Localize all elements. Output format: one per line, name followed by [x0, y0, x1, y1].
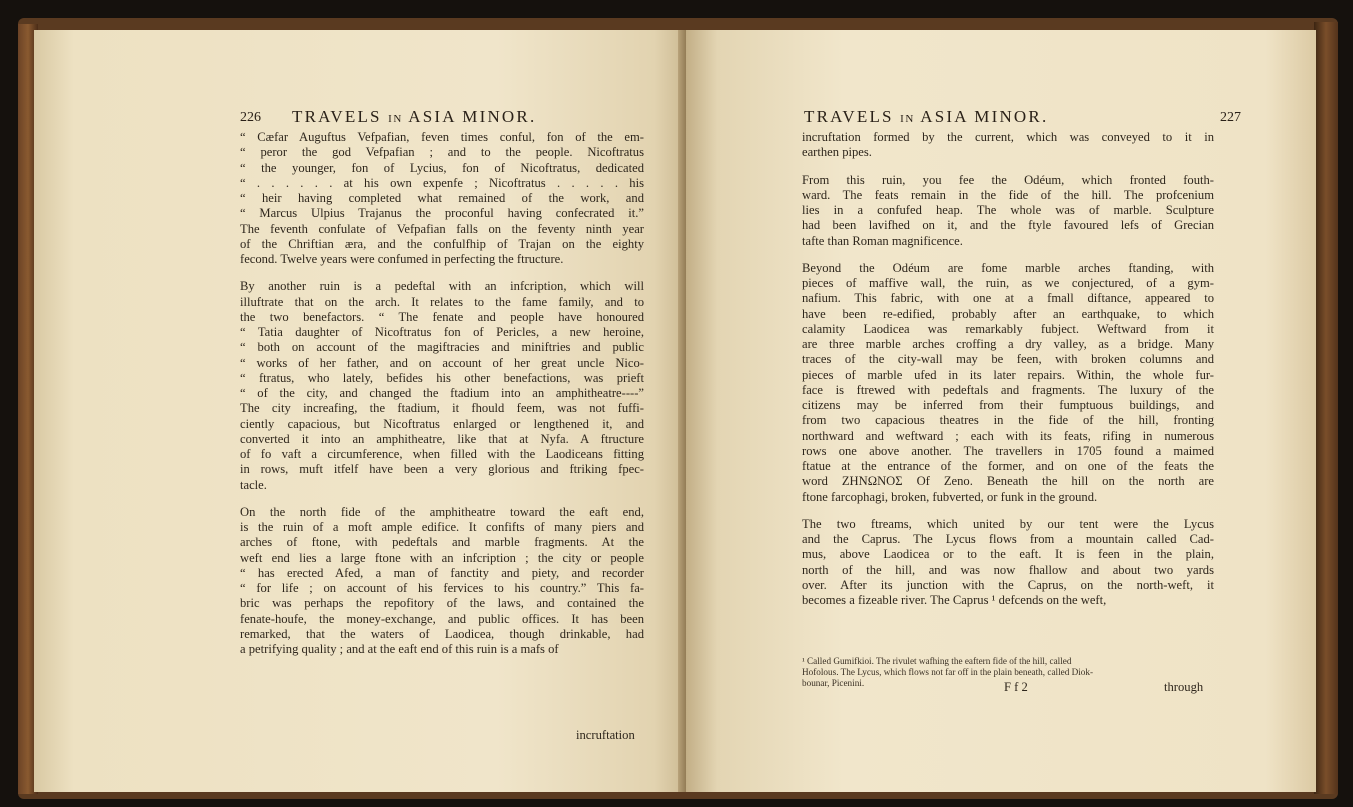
text-line: ftone farcophagi, broken, fubverted, or funk in the ground.	[802, 489, 1098, 504]
text-line: On the north fide of the amphitheatre toward the eaft end,	[240, 504, 644, 519]
text-line: mus, above Laodicea or to the eaft. It is feen in the plain,	[802, 547, 1214, 562]
text-line: face is ftrewed with pedeftals and fragments. The luxury of the	[802, 382, 1214, 397]
text-line: illuftrate that on the arch. It relates to the fame family, and to	[240, 294, 644, 309]
text-line: “ ftratus, who lately, befides his other benefactions, was prieft	[240, 370, 644, 385]
text-line: “ heir having completed what remained of the work, and	[240, 191, 644, 205]
text-line: calamity Laodicea was remarkably fubject. Weftward from it	[802, 321, 1214, 336]
text-line: “ the younger, fon of Lycius, fon of Nicoftratus, dedicated	[240, 160, 644, 175]
left-folio: 226	[240, 110, 261, 125]
text-line: incruftation formed by the current, which was conveyed to it in	[802, 130, 1214, 144]
text-line: “ Tatia daughter of Nicoftratus fon of Pericles, a new heroine,	[240, 325, 644, 339]
paragraph	[802, 261, 1214, 505]
text-line: north of the hill, and was now fhallow and about two yards	[802, 562, 1214, 577]
text-line: bric was perhaps the repofitory of the laws, and contained the	[240, 596, 644, 611]
text-line: over. After its junction with the Caprus, on the north-weft, it	[802, 577, 1214, 592]
right-running-head	[804, 107, 1048, 127]
right-folio: 227	[1220, 110, 1241, 125]
text-line: ciently capacious, but Nicoftratus enlarged or lengthened it, and	[240, 416, 644, 431]
paragraph-gap	[802, 249, 1214, 261]
text-line: lies in a confufed heap. The whole was of marble. Sculpture	[802, 203, 1214, 217]
text-line: converted it into an amphitheatre, like that at Nyfa. A ftructure	[240, 431, 644, 446]
footnote-line: ¹ Called Gumifkioi. The rivulet wafhing the eaftern fide of the hill, called	[802, 656, 1072, 666]
right-running-head-place: ASIA MINOR.	[920, 107, 1049, 126]
paragraph	[802, 517, 1214, 609]
footnote-line: bounar, Picenini.	[802, 678, 865, 688]
text-line: citizens may be inferred from their fumptuous buildings, and	[802, 398, 1214, 412]
left-page	[34, 30, 694, 792]
paragraph-gap	[802, 161, 1214, 173]
right-text-block	[802, 130, 1214, 608]
text-line: The city increafing, the ftadium, it fhould feem, was not fuffi-	[240, 401, 644, 416]
text-line: fenate-houfe, the money-exchange, and public offices. It has been	[240, 611, 644, 626]
text-line: “ works of her father, and on account of her great uncle Nico-	[240, 355, 644, 370]
text-line: a petrifying quality ; and at the eaft end of this ruin is a mafs of	[240, 642, 559, 656]
text-line: “ . . . . . . at his own expenfe ; Nicoftratus . . . . . his	[240, 175, 644, 190]
text-line: the two benefactors. “ The fenate and people have honoured	[240, 309, 644, 324]
paragraph	[802, 173, 1214, 249]
paragraph	[240, 130, 644, 267]
right-running-head-title: TRAVELS	[804, 107, 894, 126]
paragraph-gap	[802, 505, 1214, 517]
text-line: nafium. This fabric, with one at a fmall diftance, appeared to	[802, 291, 1214, 306]
text-line: “ Marcus Ulpius Trajanus the proconful having confecrated it.”	[240, 206, 644, 221]
text-line: “ for life ; on account of his fervices to his country.” This fa-	[240, 581, 644, 595]
left-running-head-place: ASIA MINOR.	[408, 107, 537, 126]
paragraph	[240, 505, 644, 658]
right-catchword: through	[1164, 680, 1204, 694]
text-line: are three marble arches croffing a dry valley, as a bridge. Many	[802, 337, 1214, 351]
left-running-head-title: TRAVELS	[292, 107, 382, 126]
footnote-line: Hofolous. The Lycus, which flows not far off in the plain beneath, called Diok-	[802, 667, 1094, 677]
text-line: Beyond the Odéum are fome marble arches ftanding, with	[802, 260, 1214, 275]
text-line: “ both on account of the magiftracies and miniftries and public	[240, 340, 644, 355]
text-line: earthen pipes.	[802, 145, 872, 160]
text-line: remarked, that the waters of Laodicea, though drinkable, had	[240, 626, 644, 641]
right-running-head-in: IN	[900, 113, 915, 125]
text-line: “ peror the god Vefpafian ; and to the people. Nicoftratus	[240, 145, 644, 160]
text-line: weft end lies a large ftone with an infcription ; the city or people	[240, 550, 644, 565]
text-line: traces of the city-wall may be feen, with broken columns and	[802, 352, 1214, 367]
text-line: ward. The feats remain in the fide of the hill. The profcenium	[802, 187, 1214, 202]
text-line: fecond. Twelve years were confumed in perfecting the ftructure.	[240, 252, 564, 266]
signature-mark: F f 2	[1004, 680, 1028, 694]
text-line: northward and weftward ; each with its feats, rifing in numerous	[802, 428, 1214, 443]
paragraph-gap	[240, 267, 644, 279]
text-line: tafte than Roman magnificence.	[802, 233, 963, 248]
text-line: pieces of marble ufed in its later repairs. Within, the whole fur-	[802, 367, 1214, 382]
left-catchword: incruftation	[576, 728, 635, 742]
text-line: ftatue at the entrance of the former, and on one of the feats the	[802, 459, 1214, 473]
text-line: of the Chriftian æra, and the confulfhip of Trajan on the eighty	[240, 236, 644, 251]
paragraph	[240, 279, 644, 493]
right-page	[686, 30, 1316, 792]
text-line: “ Cæfar Auguftus Vefpafian, feven times conful, fon of the em-	[240, 130, 644, 144]
text-line: from two capacious theatres in the fide of the hill, fronting	[802, 413, 1214, 428]
left-running-head-in: IN	[388, 113, 403, 125]
text-line: is the ruin of a moft ample edifice. It confifts of many piers and	[240, 520, 644, 534]
text-line: The two ftreams, which united by our tent were the Lycus	[802, 516, 1214, 531]
text-line: in rows, muft itfelf have been a very glorious and ftriking fpec-	[240, 462, 644, 477]
text-line: From this ruin, you fee the Odéum, which fronted fouth-	[802, 172, 1214, 187]
text-line: becomes a fizeable river. The Caprus ¹ defcends on the weft,	[802, 593, 1107, 607]
book	[18, 18, 1338, 799]
text-line: have been re-edified, probably after an earthquake, to which	[802, 306, 1214, 321]
text-line: rows one above another. The travellers in 1705 found a maimed	[802, 443, 1214, 458]
text-line: pieces of maffive wall, the ruin, as we conjectured, of a gym-	[802, 276, 1214, 290]
text-line: of fo vaft a circumference, when filled with the Laodiceans fitting	[240, 447, 644, 461]
text-line: word ΖΗΝΩΝΟΣ Of Zeno. Beneath the hill on the north are	[802, 474, 1214, 489]
left-text-block	[240, 130, 644, 657]
text-line: The feventh confulate of Vefpafian falls on the feventy ninth year	[240, 221, 644, 236]
paragraph-gap	[240, 493, 644, 505]
text-line: and the Caprus. The Lycus flows from a mountain called Cad-	[802, 532, 1214, 546]
text-line: arches of ftone, with pedeftals and marble fragments. At the	[240, 535, 644, 550]
text-line: had been lavifhed on it, and the ftyle favoured lefs of Grecian	[802, 218, 1214, 233]
cover-edge-right	[1314, 22, 1338, 794]
text-line: By another ruin is a pedeftal with an infcription, which will	[240, 279, 644, 294]
text-line: tacle.	[240, 477, 267, 492]
paragraph	[802, 130, 1214, 161]
left-running-head	[292, 107, 536, 127]
text-line: “ has erected Afed, a man of fanctity and piety, and recorder	[240, 565, 644, 580]
text-line: “ of the city, and changed the ftadium into an amphitheatre----”	[240, 386, 644, 400]
